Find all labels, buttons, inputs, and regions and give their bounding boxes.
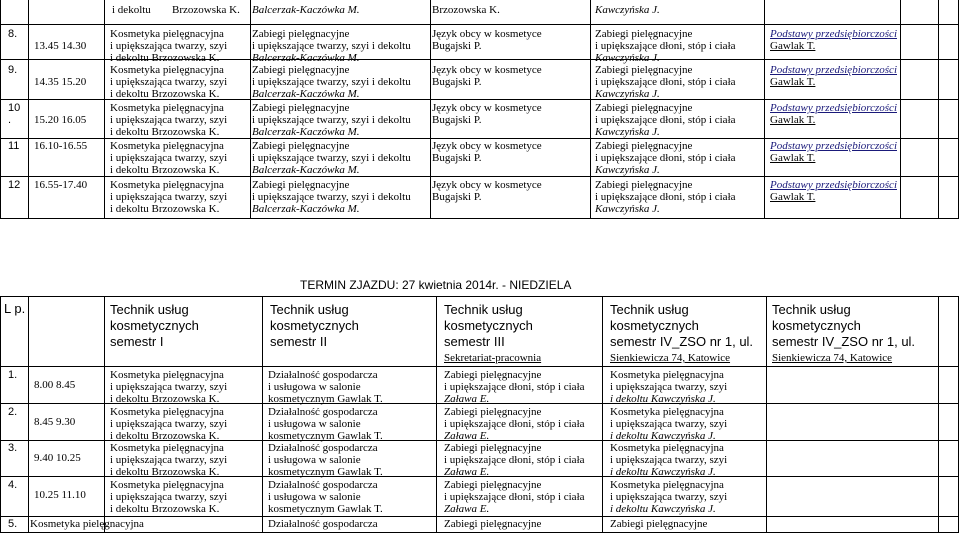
column-header: Technik usług	[444, 302, 523, 317]
upper-vline	[28, 0, 29, 218]
teacher-line: i dekoltu Brzozowska K.	[110, 88, 220, 100]
subject-line: i upiększająca twarzy, szyi	[110, 191, 228, 203]
row-time: 8.45 9.30	[34, 416, 76, 428]
column-header: Technik usług	[270, 302, 349, 317]
lower-vline	[602, 296, 603, 533]
upper-vline	[0, 0, 1, 218]
upper-hline	[0, 218, 959, 219]
teacher-line: i dekoltu Brzozowska K.	[110, 203, 220, 215]
upper-hline	[0, 138, 959, 139]
teacher-line: kosmetycznym Gawlak T.	[268, 393, 383, 405]
lower-vline	[104, 296, 105, 533]
subject-line: i upiększająca twarzy, szyi	[610, 418, 728, 430]
subject-line: i upiększające dłoni, stóp i ciała	[595, 152, 736, 164]
row-time: 15.20 16.05	[34, 114, 87, 126]
subject-line: Kosmetyka pielęgnacyjna	[110, 140, 224, 152]
subject-line: i usługowa w salonie	[268, 454, 361, 466]
subject-line: Zabiegi pielęgnacyjne	[252, 28, 350, 40]
teacher-line: i dekoltu Brzozowska K.	[110, 164, 220, 176]
subject-line: i upiększające dłoni, stóp i ciała	[444, 454, 585, 466]
upper-vline	[250, 0, 251, 218]
teacher-line: Balcerzak-Kaczówka M.	[252, 203, 360, 215]
subject-line: i upiększające dłoni, stóp i ciała	[595, 76, 736, 88]
column-header-note: Sienkiewicza 74, Katowice	[610, 352, 731, 364]
subject-line: Zabiegi pielęgnacyjne	[595, 179, 693, 191]
lower-hline	[0, 366, 959, 367]
subject-line: Kosmetyka pielęgnacyjna	[610, 479, 724, 491]
top-cell-1: i dekoltu	[112, 4, 151, 16]
page-title: TERMIN ZJAZDU: 27 kwietnia 2014r. - NIEDZIELA	[300, 278, 572, 292]
column-header: Technik usług	[610, 302, 689, 317]
subject-line: Kosmetyka pielęgnacyjna	[110, 442, 224, 454]
subject-line: i upiększająca twarzy, szyi	[110, 381, 228, 393]
row-time: 16.10-16.55	[34, 140, 88, 152]
subject-line: Kosmetyka pielęgnacyjna	[610, 406, 724, 418]
subject-line: i upiększające dłoni, stóp i ciała	[595, 40, 736, 52]
teacher-line: i dekoltu Brzozowska K.	[110, 466, 220, 478]
teacher-line: Kawczyńska J.	[595, 52, 660, 64]
subject-line: Zabiegi pielęgnacyjne	[444, 518, 542, 530]
column-header: kosmetycznych	[270, 318, 359, 333]
row-time: 8.00 8.45	[34, 379, 76, 391]
row-number: .	[8, 114, 12, 126]
column-header: semestr IV_ZSO nr 1, ul.	[772, 334, 916, 349]
subject-line: i usługowa w salonie	[268, 491, 361, 503]
subject-line: i upiększające twarzy, szyi i dekoltu	[252, 191, 411, 203]
column-header: kosmetycznych	[610, 318, 699, 333]
top-cell-2: Balcerzak-Kaczówka M.	[252, 4, 360, 16]
subject-line: Kosmetyka pielęgnacyjna	[110, 369, 224, 381]
subject-line: Zabiegi pielęgnacyjne	[595, 64, 693, 76]
subject-line: Zabiegi pielęgnacyjne	[595, 140, 693, 152]
row-number: 5.	[8, 518, 18, 530]
column-header: semestr IV_ZSO nr 1, ul.	[610, 334, 754, 349]
teacher-line: Gawlak T.	[770, 40, 816, 52]
subject-line: Podstawy przedsiębiorczości	[770, 102, 897, 114]
lp-header: L p.	[4, 301, 26, 316]
subject-line: i usługowa w salonie	[268, 418, 361, 430]
teacher-line: i dekoltu Brzozowska K.	[110, 126, 220, 138]
subject-line: i upiększające twarzy, szyi i dekoltu	[252, 114, 411, 126]
upper-vline	[104, 0, 105, 218]
upper-vline	[430, 0, 431, 218]
subject-line: Język obcy w kosmetyce	[432, 140, 542, 152]
teacher-line: i dekoltu Brzozowska K.	[110, 52, 220, 64]
row-number: 4.	[8, 479, 18, 491]
subject-line: Język obcy w kosmetyce	[432, 179, 542, 191]
subject-line: Zabiegi pielęgnacyjne	[610, 518, 708, 530]
teacher-line: Balcerzak-Kaczówka M.	[252, 164, 360, 176]
teacher-line: Bugajski P.	[432, 191, 482, 203]
subject-line: i upiększająca twarzy, szyi	[110, 76, 228, 88]
subject-line: Działalność gospodarcza	[268, 442, 378, 454]
subject-line: Kosmetyka pielęgnacyjna	[610, 442, 724, 454]
subject-line: i upiększające dłoni, stóp i ciała	[595, 114, 736, 126]
teacher-line: Zaława E.	[444, 466, 490, 478]
subject-line: Kosmetyka pielęgnacyjna	[610, 369, 724, 381]
subject-line: i upiększająca twarzy, szyi	[610, 381, 728, 393]
subject-line: i upiększająca twarzy, szyi	[110, 40, 228, 52]
teacher-line: Zaława E.	[444, 430, 490, 442]
subject-line: Kosmetyka pielęgnacyjna	[30, 518, 144, 530]
subject-line: Podstawy przedsiębiorczości	[770, 28, 897, 40]
teacher-line: Gawlak T.	[770, 76, 816, 88]
subject-line: i upiększające twarzy, szyi i dekoltu	[252, 152, 411, 164]
subject-line: Kosmetyka pielęgnacyjna	[110, 102, 224, 114]
subject-line: Zabiegi pielęgnacyjne	[444, 406, 542, 418]
subject-line: Zabiegi pielęgnacyjne	[595, 28, 693, 40]
teacher-line: kosmetycznym Gawlak T.	[268, 430, 383, 442]
column-header: Technik usług	[772, 302, 851, 317]
teacher-line: i dekoltu Kawczyńska J.	[610, 503, 716, 515]
teacher-line: Kawczyńska J.	[595, 126, 660, 138]
subject-line: i upiększająca twarzy, szyi	[610, 491, 728, 503]
subject-line: i upiększające twarzy, szyi i dekoltu	[252, 40, 411, 52]
lower-hline	[0, 296, 959, 297]
teacher-line: Balcerzak-Kaczówka M.	[252, 88, 360, 100]
subject-line: i upiększające dłoni, stóp i ciała	[595, 191, 736, 203]
row-time: 10.25 11.10	[34, 489, 86, 501]
subject-line: Zabiegi pielęgnacyjne	[252, 179, 350, 191]
upper-vline	[764, 0, 765, 218]
subject-line: Kosmetyka pielęgnacyjna	[110, 179, 224, 191]
top-cell-3: Brzozowska K.	[432, 4, 500, 16]
subject-line: Zabiegi pielęgnacyjne	[595, 102, 693, 114]
teacher-line: Bugajski P.	[432, 40, 482, 52]
subject-line: i upiększająca twarzy, szyi	[610, 454, 728, 466]
row-number: 3.	[8, 442, 18, 454]
column-header-note: Sienkiewicza 74, Katowice	[772, 352, 893, 364]
teacher-line: i dekoltu Brzozowska K.	[110, 430, 220, 442]
upper-hline	[0, 176, 959, 177]
row-number: 11	[8, 140, 20, 152]
column-header: semestr II	[270, 334, 328, 349]
subject-line: i upiększająca twarzy, szyi	[110, 152, 228, 164]
teacher-line: Balcerzak-Kaczówka M.	[252, 126, 360, 138]
subject-line: Podstawy przedsiębiorczości	[770, 140, 897, 152]
teacher-line: i dekoltu Kawczyńska J.	[610, 430, 716, 442]
teacher-line: i dekoltu Brzozowska K.	[110, 393, 220, 405]
teacher-line: i dekoltu Brzozowska K.	[110, 503, 220, 515]
lower-vline	[766, 296, 767, 533]
subject-line: Język obcy w kosmetyce	[432, 28, 542, 40]
subject-line: Zabiegi pielęgnacyjne	[252, 102, 350, 114]
subject-line: Działalność gospodarcza	[268, 406, 378, 418]
row-time: 14.35 15.20	[34, 76, 87, 88]
subject-line: i usługowa w salonie	[268, 381, 361, 393]
column-header: kosmetycznych	[772, 318, 861, 333]
lower-vline	[28, 296, 29, 533]
subject-line: i upiększająca twarzy, szyi	[110, 491, 228, 503]
subject-line: i upiększająca twarzy, szyi	[110, 418, 228, 430]
teacher-line: kosmetycznym Gawlak T.	[268, 466, 383, 478]
subject-line: Zabiegi pielęgnacyjne	[444, 369, 542, 381]
subject-line: Zabiegi pielęgnacyjne	[444, 479, 542, 491]
subject-line: Działalność gospodarcza	[268, 369, 378, 381]
column-header: kosmetycznych	[110, 318, 199, 333]
subject-line: Język obcy w kosmetyce	[432, 64, 542, 76]
teacher-line: Kawczyńska J.	[595, 203, 660, 215]
row-number: 9.	[8, 64, 18, 76]
lower-hline	[0, 516, 959, 517]
teacher-line: Gawlak T.	[770, 114, 816, 126]
column-header: Technik usług	[110, 302, 189, 317]
lower-vline	[436, 296, 437, 533]
subject-line: i upiększająca twarzy, szyi	[110, 454, 228, 466]
row-number: 12	[8, 179, 21, 191]
subject-line: Kosmetyka pielęgnacyjna	[110, 28, 224, 40]
teacher-line: Kawczyńska J.	[595, 88, 660, 100]
teacher-line: Bugajski P.	[432, 152, 482, 164]
subject-line: Zabiegi pielęgnacyjne	[252, 64, 350, 76]
teacher-line: Balcerzak-Kaczówka M.	[252, 52, 360, 64]
top-cell-4: Kawczyńska J.	[595, 4, 660, 16]
teacher-line: Zaława E.	[444, 503, 490, 515]
subject-line: Kosmetyka pielęgnacyjna	[110, 479, 224, 491]
lower-vline	[262, 296, 263, 533]
column-header: kosmetycznych	[444, 318, 533, 333]
upper-vline	[900, 0, 901, 218]
subject-line: i upiększające dłoni, stóp i ciała	[444, 491, 585, 503]
column-header: semestr I	[110, 334, 164, 349]
subject-line: Działalność gospodarcza	[268, 479, 378, 491]
row-number: 10	[8, 102, 21, 114]
teacher-line: kosmetycznym Gawlak T.	[268, 503, 383, 515]
teacher-line: Bugajski P.	[432, 76, 482, 88]
subject-line: Język obcy w kosmetyce	[432, 102, 542, 114]
column-header-note: Sekretariat-pracownia	[444, 352, 542, 364]
upper-vline	[938, 0, 939, 218]
subject-line: Kosmetyka pielęgnacyjna	[110, 64, 224, 76]
teacher-line: Zaława E.	[444, 393, 490, 405]
subject-line: Podstawy przedsiębiorczości	[770, 179, 897, 191]
subject-line: Podstawy przedsiębiorczości	[770, 64, 897, 76]
teacher-line: Kawczyńska J.	[595, 164, 660, 176]
subject-line: Działalność gospodarcza	[268, 518, 378, 530]
teacher-line: Bugajski P.	[432, 114, 482, 126]
upper-vline	[590, 0, 591, 218]
row-time: 16.55-17.40	[34, 179, 88, 191]
teacher-line: Gawlak T.	[770, 191, 816, 203]
subject-line: Kosmetyka pielęgnacyjna	[110, 406, 224, 418]
teacher-line: Gawlak T.	[770, 152, 816, 164]
teacher-line: i dekoltu Kawczyńska J.	[610, 466, 716, 478]
lower-vline	[0, 296, 1, 533]
top-cell-1b: Brzozowska K.	[172, 4, 240, 16]
subject-line: i upiększająca twarzy, szyi	[110, 114, 228, 126]
row-time: 13.45 14.30	[34, 40, 87, 52]
subject-line: i upiększające dłoni, stóp i ciała	[444, 418, 585, 430]
row-number: 2.	[8, 406, 18, 418]
upper-hline	[0, 24, 959, 25]
subject-line: i upiększające dłoni, stóp i ciała	[444, 381, 585, 393]
teacher-line: i dekoltu Kawczyńska J.	[610, 393, 716, 405]
subject-line: Zabiegi pielęgnacyjne	[252, 140, 350, 152]
row-time: 9.40 10.25	[34, 452, 81, 464]
row-number: 1.	[8, 369, 18, 381]
row-number: 8.	[8, 28, 18, 40]
subject-line: i upiększające twarzy, szyi i dekoltu	[252, 76, 411, 88]
column-header: semestr III	[444, 334, 505, 349]
subject-line: Zabiegi pielęgnacyjne	[444, 442, 542, 454]
lower-vline	[938, 296, 939, 533]
